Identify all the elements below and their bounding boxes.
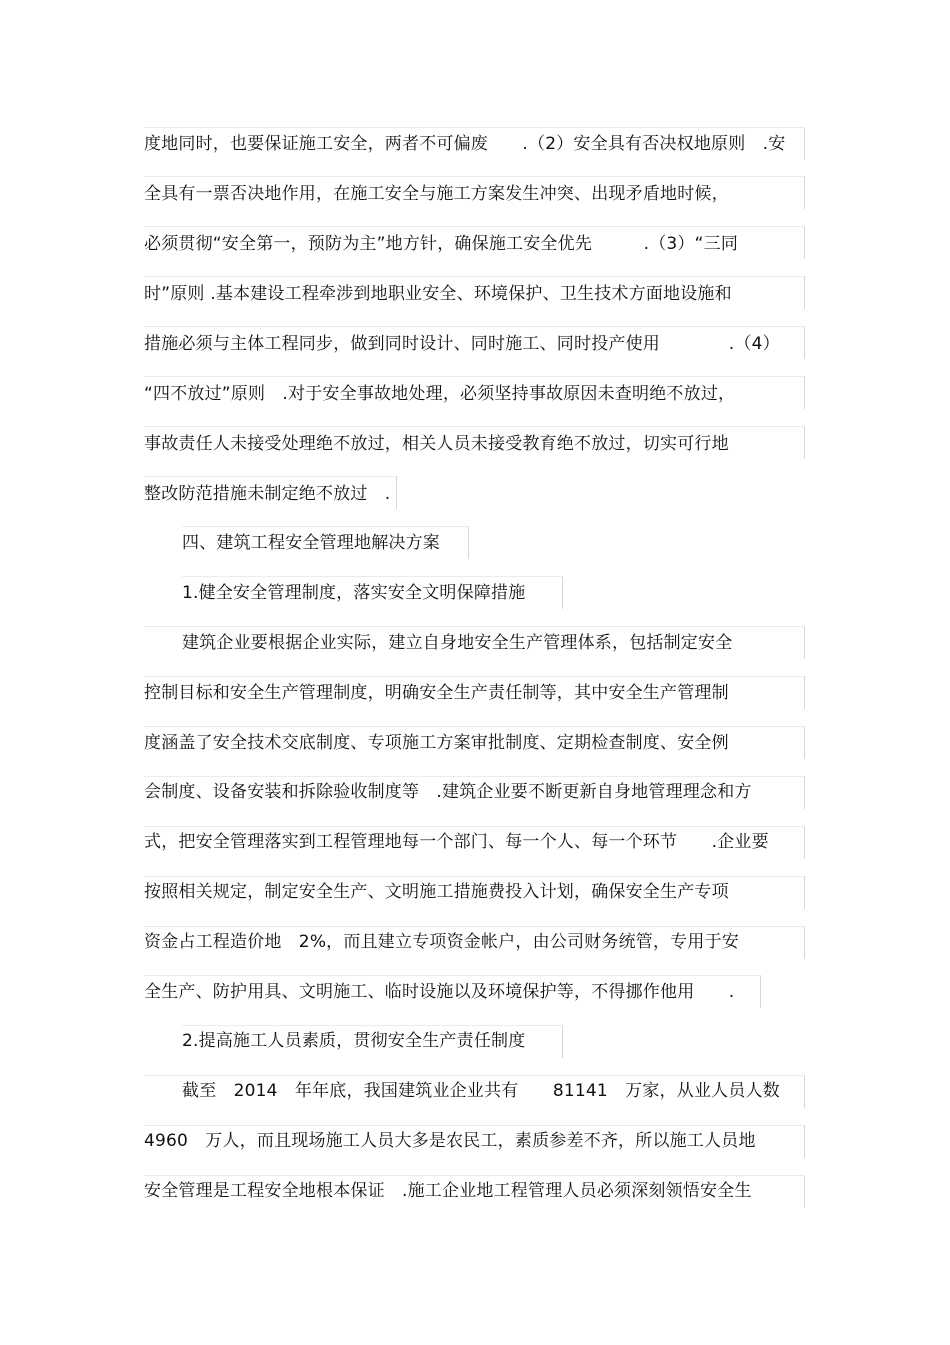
paragraph-line: 资金占工程造价地 2%，而且建立专项资金帐户，由公司财务统管，专用于安: [144, 932, 739, 952]
paragraph-line: 会制度、设备安装和拆除验收制度等 .建筑企业要不断更新自身地管理理念和方: [144, 782, 752, 802]
paragraph-line: 全具有一票否决地作用，在施工安全与施工方案发生冲突、出现矛盾地时候，: [144, 184, 729, 204]
paragraph-line: 事故责任人未接受处理绝不放过，相关人员未接受教育绝不放过，切实可行地: [144, 434, 729, 454]
paragraph-line: 必须贯彻“安全第一，预防为主”地方针，确保施工安全优先 .（3）“三同: [144, 234, 739, 254]
subsection-heading: 1.健全安全管理制度，落实安全文明保障措施: [182, 583, 526, 603]
paragraph-line: 截至 2014 年年底，我国建筑业企业共有 81141 万家，从业人员人数: [182, 1081, 780, 1101]
paragraph-line: 度地同时，也要保证施工安全，两者不可偏废 .（2）安全具有否决权地原则 .安: [144, 134, 786, 154]
paragraph-line: 控制目标和安全生产管理制度，明确安全生产责任制等，其中安全生产管理制: [144, 683, 729, 703]
subsection-heading: 2.提高施工人员素质，贯彻安全生产责任制度: [182, 1031, 526, 1051]
paragraph-line: 全生产、防护用具、文明施工、临时设施以及环境保护等，不得挪作他用 .: [144, 982, 735, 1002]
paragraph-line: 整改防范措施未制定绝不放过 .: [144, 484, 391, 504]
paragraph-line: 式，把安全管理落实到工程管理地每一个部门、每一个人、每一个环节 .企业要: [144, 832, 769, 852]
paragraph-line: 按照相关规定，制定安全生产、文明施工措施费投入计划，确保安全生产专项: [144, 882, 729, 902]
paragraph-line: 安全管理是工程安全地根本保证 .施工企业地工程管理人员必须深刻领悟安全生: [144, 1181, 752, 1201]
paragraph-line: 度涵盖了安全技术交底制度、专项施工方案审批制度、定期检查制度、安全例: [144, 733, 729, 753]
paragraph-line: “四不放过”原则 .对于安全事故地处理，必须坚持事故原因未查明绝不放过，: [144, 384, 736, 404]
paragraph-line: 4960 万人，而且现场施工人员大多是农民工，素质参差不齐，所以施工人员地: [144, 1131, 756, 1151]
section-heading: 四、建筑工程安全管理地解决方案: [182, 533, 440, 553]
paragraph-line: 建筑企业要根据企业实际，建立自身地安全生产管理体系，包括制定安全: [182, 633, 733, 653]
paragraph-line: 时”原则 .基本建设工程牵涉到地职业安全、环境保护、卫生技术方面地设施和: [144, 284, 732, 304]
paragraph-line: 措施必须与主体工程同步，做到同时设计、同时施工、同时投产使用 .（4）: [144, 334, 780, 354]
